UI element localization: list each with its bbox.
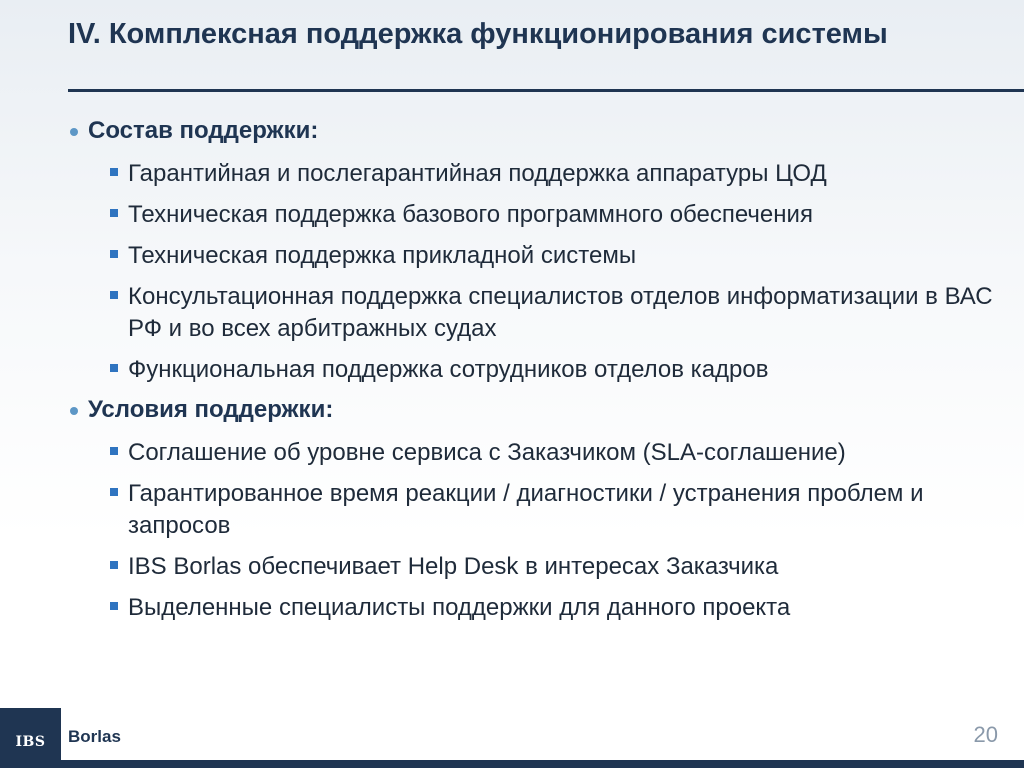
section-heading-text: Состав поддержки: [88,117,319,144]
slide-content [68,116,998,633]
list-item-text: Гарантийная и послегарантийная поддержка аппаратуры ЦОД [128,160,827,187]
list-item [108,281,998,345]
section-heading-conditions [68,395,998,425]
square-bullet-icon [110,364,118,372]
square-bullet-icon [110,488,118,496]
list-item [108,551,998,583]
section-heading-composition [68,116,998,146]
list-item-text: Соглашение об уровне сервиса с Заказчиком (SLA-соглашение) [128,439,846,466]
logo-text: IBS [15,734,46,750]
list-item [108,478,998,542]
round-bullet-icon [70,407,78,415]
list-item [108,199,998,231]
list-item-text: Консультационная поддержка специалистов отделов информатизации в ВАС РФ и во всех арбитражных судах [128,283,993,342]
list-item-text: Техническая поддержка базового программного обеспечения [128,201,813,228]
list-item-text: Выделенные специалисты поддержки для данного проекта [128,594,791,621]
square-bullet-icon [110,168,118,176]
page-number: 20 [973,722,998,747]
square-bullet-icon [110,291,118,299]
section-heading-text: Условия поддержки: [88,396,334,423]
square-bullet-icon [110,561,118,569]
square-bullet-icon [110,602,118,610]
list-item [108,240,998,272]
ibs-logo [0,708,61,768]
brand-name: Borlas [68,727,121,746]
list-item [108,158,998,190]
list-item [108,592,998,624]
square-bullet-icon [110,250,118,258]
slide-title: IV. Комплексная поддержка функционирования системы [68,18,888,50]
title-underline [68,89,1024,92]
square-bullet-icon [110,447,118,455]
list-item-text: IBS Borlas обеспечивает Help Desk в интересах Заказчика [128,553,779,580]
list-item [108,437,998,469]
list-item-text: Техническая поддержка прикладной системы [128,242,637,269]
list-item-text: Функциональная поддержка сотрудников отделов кадров [128,356,769,383]
list-item [108,354,998,386]
round-bullet-icon [70,128,78,136]
list-item-text: Гарантированное время реакции / диагностики / устранения проблем и запросов [128,480,924,539]
footer-bar [61,760,1024,768]
square-bullet-icon [110,209,118,217]
